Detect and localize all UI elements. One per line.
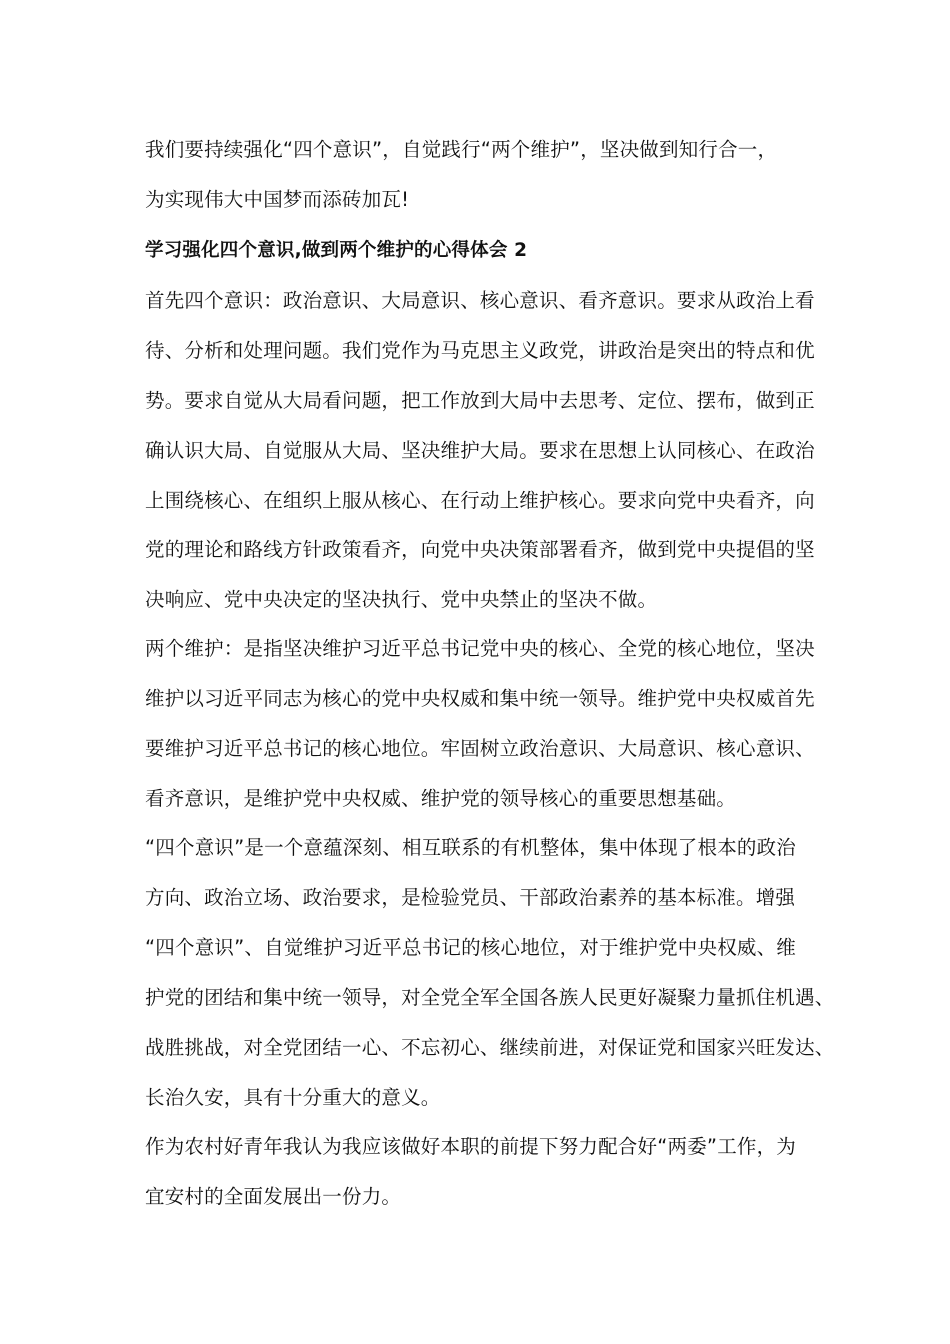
text-line: “四个意识”、自觉维护习近平总书记的核心地位，对于维护党中央权威、维 (145, 936, 797, 959)
text-line: 长治久安，具有十分重大的意义。 (145, 1086, 441, 1109)
text-line: 确认识大局、自觉服从大局、坚决维护大局。要求在思想上认同核心、在政治 (145, 439, 815, 462)
text-line: “四个意识”是一个意蕴深刻、相互联系的有机整体，集中体现了根本的政治 (145, 836, 797, 859)
section-heading: 学习强化四个意识,做到两个维护的心得体会 2 (145, 240, 528, 261)
text-line: 待、分析和处理问题。我们党作为马克思主义政党，讲政治是突出的特点和优 (145, 339, 815, 362)
text-line: 宜安村的全面发展出一份力。 (145, 1185, 402, 1208)
text-line: 方向、政治立场、政治要求，是检验党员、干部政治素养的基本标准。增强 (145, 886, 796, 909)
text-line: 势。要求自觉从大局看问题，把工作放到大局中去思考、定位、摆布，做到正 (145, 389, 815, 412)
text-line: 我们要持续强化“四个意识”，自觉践行“两个维护”，坚决做到知行合一， (145, 138, 778, 161)
text-line: 党的理论和路线方针政策看齐，向党中央决策部署看齐，做到党中央提倡的坚 (145, 538, 815, 561)
text-line: 看齐意识，是维护党中央权威、维护党的领导核心的重要思想基础。 (145, 787, 737, 810)
text-line: 维护以习近平同志为核心的党中央权威和集中统一领导。维护党中央权威首先 (145, 687, 815, 710)
text-line: 决响应、党中央决定的坚决执行、党中央禁止的坚决不做。 (145, 588, 658, 611)
text-line: 作为农村好青年我认为我应该做好本职的前提下努力配合好“两委”工作，为 (145, 1135, 797, 1158)
text-line: 护党的团结和集中统一领导，对全党全军全国各族人民更好凝聚力量抓住机遇、 (145, 986, 835, 1009)
text-line: 战胜挑战，对全党团结一心、不忘初心、继续前进，对保证党和国家兴旺发达、 (145, 1036, 835, 1059)
text-line: 首先四个意识：政治意识、大局意识、核心意识、看齐意识。要求从政治上看 (145, 289, 815, 312)
text-line: 上围绕核心、在组织上服从核心、在行动上维护核心。要求向党中央看齐，向 (145, 489, 815, 512)
text-line: 要维护习近平总书记的核心地位。牢固树立政治意识、大局意识、核心意识、 (145, 737, 815, 760)
text-line: 两个维护：是指坚决维护习近平总书记党中央的核心、全党的核心地位，坚决 (145, 637, 815, 660)
text-line: 为实现伟大中国梦而添砖加瓦! (145, 188, 410, 211)
